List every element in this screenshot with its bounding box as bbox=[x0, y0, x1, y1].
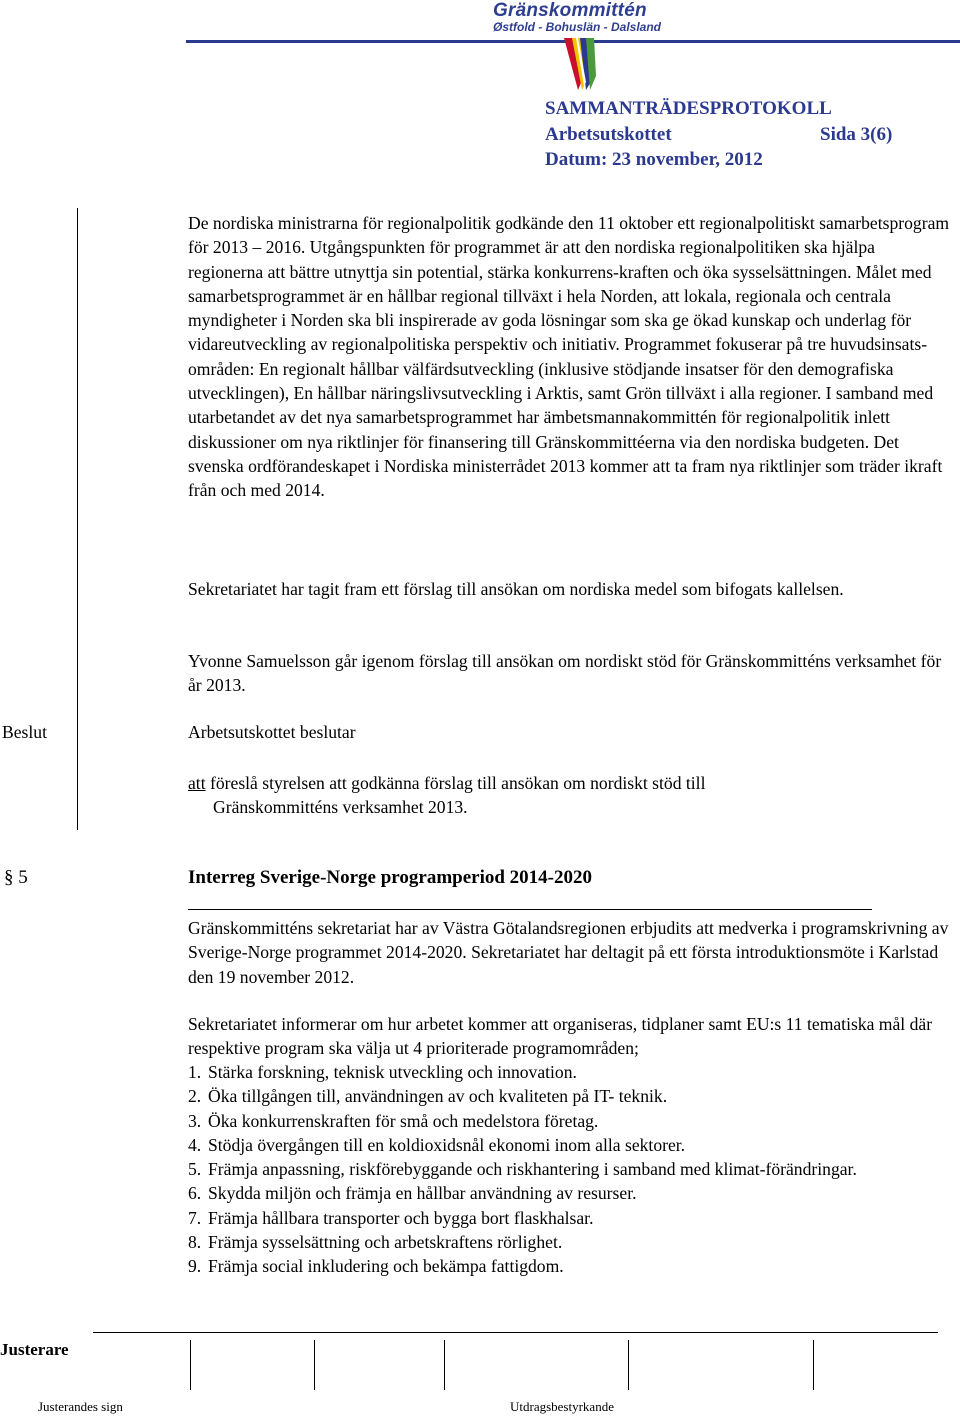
decision-line2: Gränskommitténs verksamhet 2013. bbox=[213, 797, 468, 818]
list-item-text: Öka tillgången till, användningen av och kvaliteten på IT- teknik. bbox=[208, 1086, 668, 1107]
list-item-text: Främja hållbara transporter och bygga bort flaskhalsar. bbox=[208, 1207, 594, 1228]
footer-divider-4 bbox=[628, 1340, 629, 1390]
list-item bbox=[188, 1157, 908, 1181]
list-item-text: Främja anpassning, riskförebyggande och riskhantering i samband med klimat-förändringar. bbox=[208, 1159, 857, 1180]
intro-paragraph: De nordiska ministrarna för regionalpolitik godkände den 11 oktober ett regionalpolitiskt samarbetsprogram för 2013 – 2016. Utgångspunkten för programmet är att den nordiska regionalpolitiken ska hjälpa regionerna att bättre utnyttja sin potential, stärka konkurrens-kraften och öka sysselsättningen. Målet med samarbetsprogrammet är en hållbar regional tillväxt i hela Norden, att lokala, regionala och centrala myndigheter i Norden ska bli inspirerade av goda lösningar som ska ge ökad kunskap och underlag för vidareutveckling av regionalpolitiska perspektiv och initiativ. Programmet fokuserar på tre huvudsinsats-områden: En regionalt hållbar välfärdsutveckling (inklusive stödjande insatser för den demografiska utvecklingen), En hållbar näringslivsutveckling i Arktis, samt Grön tillväxt i alla regioner. I samband med utarbetandet av det nya samarbetsprogrammet har ämbetsmannakommittén för regionalpolitik inlett diskussioner om nya riktlinjer för finansering till Gränskommittéerna via den nordiska budgeten. Det svenska ordförandeskapet i Nordiska ministerrådet 2013 kommer att ta fram nya riktlinjer som träder ikraft från och med 2014. bbox=[188, 213, 950, 501]
list-item-text: Stödja övergången till en koldioxidsnål ekonomi inom alla sektorer. bbox=[208, 1134, 686, 1155]
list-item-text: Skydda miljön och främja en hållbar användning av resurser. bbox=[208, 1183, 637, 1204]
footer-divider-3 bbox=[444, 1340, 445, 1390]
extract-label: Utdragsbestyrkande bbox=[510, 1399, 614, 1414]
logo-title: Gränskommittén bbox=[493, 0, 647, 21]
margin-rule bbox=[77, 208, 78, 830]
decision-label: Beslut bbox=[2, 722, 47, 742]
footer-top-rule bbox=[93, 1332, 938, 1333]
section5-paragraph-2: Sekretariatet informerar om hur arbetet kommer att organiseras, tidplaner samt EU:s 11 tematiska mål där respektive program ska välja ut 4 prioriterade programområden; bbox=[188, 1014, 933, 1059]
logo-subtitle: Østfold - Bohuslän - Dalsland bbox=[493, 20, 662, 34]
list-item-number: 8. bbox=[188, 1232, 202, 1253]
footer-divider-5 bbox=[813, 1340, 814, 1390]
list-item-number: 9. bbox=[188, 1256, 202, 1277]
section-number: § 5 bbox=[4, 867, 28, 888]
list-item-number: 1. bbox=[188, 1062, 202, 1082]
list-item-text: Stärka forskning, teknisk utveckling och innovation. bbox=[208, 1062, 577, 1082]
thematic-goals-list bbox=[188, 1060, 908, 1279]
decision-att: att bbox=[188, 773, 206, 793]
list-item-number: 6. bbox=[188, 1183, 202, 1204]
list-item bbox=[188, 1109, 908, 1133]
list-item bbox=[188, 1181, 908, 1205]
logo-ribbon-icon bbox=[560, 36, 600, 92]
list-item bbox=[188, 1254, 908, 1278]
list-item-number: 4. bbox=[188, 1134, 202, 1155]
decision-line1: föreslå styrelsen att godkänna förslag till ansökan om nordiskt stöd till bbox=[205, 773, 706, 793]
decision-text bbox=[188, 771, 928, 820]
yvonne-paragraph: Yvonne Samuelsson går igenom förslag till ansökan om nordiskt stöd för Gränskommitténs verksamhet för år 2013. bbox=[188, 651, 942, 696]
list-item-number: 7. bbox=[188, 1207, 202, 1228]
section5-paragraph-1: Gränskommitténs sekretariat har av Västra Götalandsregionen erbjudits att medverka i programskrivning av Sverige-Norge programmet 2014-2020. Sekretariatet har deltagit på ett första introduktionsmöte i Karlstad den 19 november 2012. bbox=[188, 918, 949, 987]
list-item bbox=[188, 1084, 908, 1108]
section-title: Interreg Sverige-Norge programperiod 2014-2020 bbox=[188, 867, 593, 888]
footer-divider-1 bbox=[190, 1340, 191, 1390]
section-title-rule bbox=[188, 909, 872, 910]
decision-heading: Arbetsutskottet beslutar bbox=[188, 722, 356, 742]
list-item bbox=[188, 1060, 908, 1084]
doc-title: SAMMANTRÄDESPROTOKOLL bbox=[545, 98, 832, 119]
list-item bbox=[188, 1133, 908, 1157]
committee-name: Arbetsutskottet bbox=[545, 124, 672, 145]
secretariat-paragraph: Sekretariatet har tagit fram ett förslag till ansökan om nordiska medel som bifogats kallelsen. bbox=[188, 579, 844, 599]
list-item-text: Främja social inkludering och bekämpa fattigdom. bbox=[208, 1256, 564, 1277]
footer-divider-2 bbox=[314, 1340, 315, 1390]
list-item-text: Främja sysselsättning och arbetskraftens rörlighet. bbox=[208, 1232, 563, 1253]
list-item-text: Öka konkurrenskraften för små och medelstora företag. bbox=[208, 1110, 599, 1131]
signature-label: Justerandes sign bbox=[38, 1399, 123, 1414]
justerare-label: Justerare bbox=[0, 1340, 69, 1359]
page-number: Sida 3(6) bbox=[820, 124, 893, 145]
list-item bbox=[188, 1206, 908, 1230]
list-item-number: 3. bbox=[188, 1110, 202, 1131]
list-item bbox=[188, 1230, 908, 1254]
meeting-date: Datum: 23 november, 2012 bbox=[545, 149, 763, 170]
list-item-number: 5. bbox=[188, 1159, 202, 1180]
list-item-number: 2. bbox=[188, 1086, 202, 1107]
